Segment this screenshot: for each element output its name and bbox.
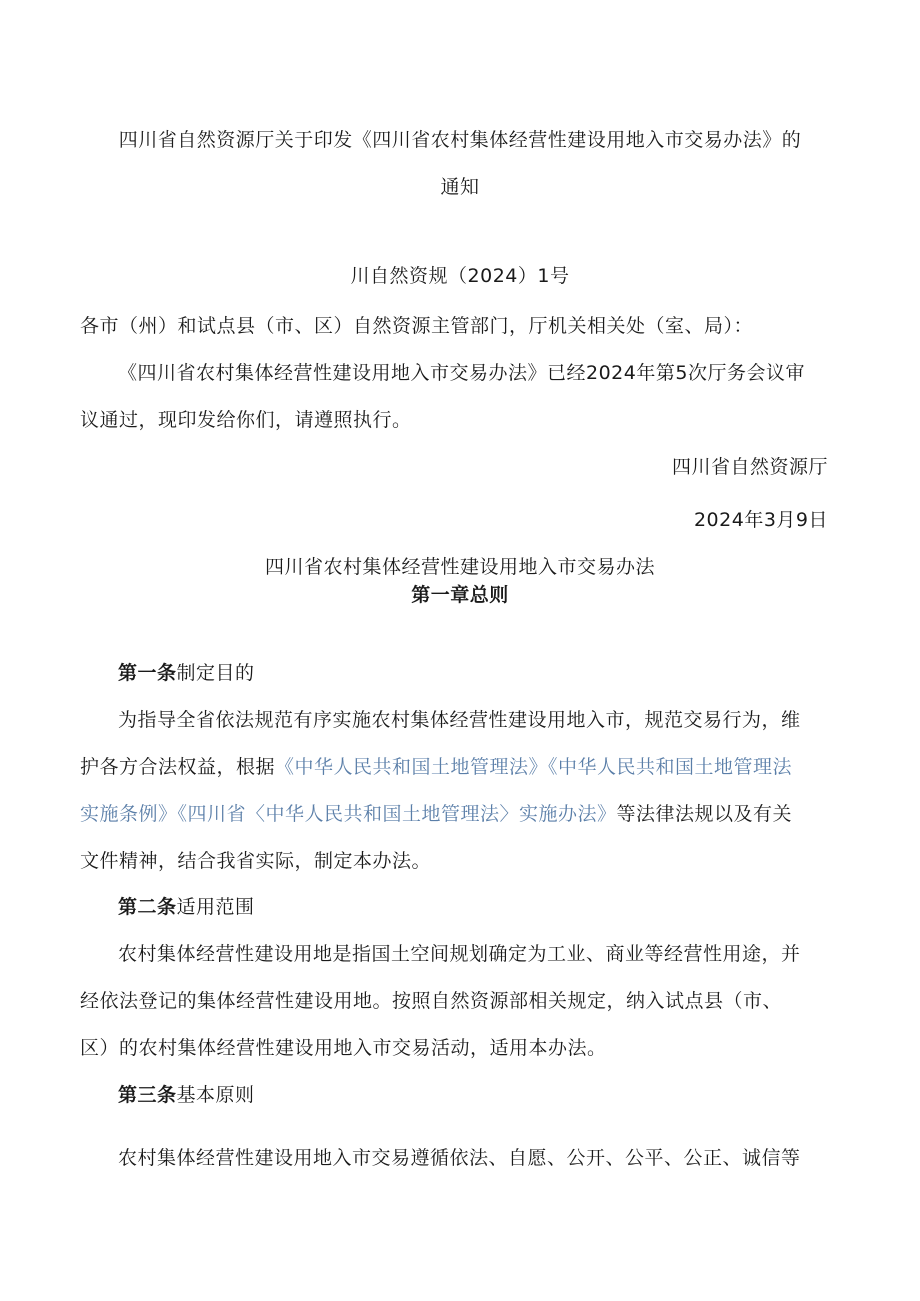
- article-1-para-line2: [80, 754, 792, 780]
- intro-line2: 议通过，现印发给你们，请遵照执行。: [80, 409, 412, 431]
- article-1-label: 第一条: [118, 662, 177, 684]
- chapter-title: 第一章总则: [411, 584, 509, 606]
- notice-title-line1: 四川省自然资源厅关于印发《四川省农村集体经营性建设用地入市交易办法》的: [118, 129, 802, 151]
- article-3-heading: [118, 1082, 255, 1108]
- signature-date: 2024年3月9日: [693, 509, 828, 531]
- article-1-heading: [118, 660, 255, 686]
- law-link-land-admin-regulation[interactable]: 《中华人民共和国土地管理法: [548, 756, 793, 778]
- article-1-para-line1: 为指导全省依法规范有序实施农村集体经营性建设用地入市，规范交易行为，维: [118, 709, 801, 731]
- measure-title: 四川省农村集体经营性建设用地入市交易办法: [264, 556, 655, 578]
- notice-title-line2: 通知: [440, 176, 480, 198]
- article-1-para-line3: [80, 801, 792, 827]
- article-3-para-line1: 农村集体经营性建设用地入市交易遵循依法、自愿、公开、公平、公正、诚信等: [118, 1147, 801, 1169]
- article-2-label: 第二条: [118, 896, 177, 918]
- article-2-para-line3: 区）的农村集体经营性建设用地入市交易活动，适用本办法。: [80, 1037, 607, 1059]
- signature-org: 四川省自然资源厅: [671, 456, 828, 478]
- article-2-para-line1: 农村集体经营性建设用地是指国土空间规划确定为工业、商业等经营性用途，并: [118, 943, 801, 965]
- intro-line1: 《四川省农村集体经营性建设用地入市交易办法》已经2024年第5次厅务会议审: [118, 362, 805, 384]
- article-2-para-line2: 经依法登记的集体经营性建设用地。按照自然资源部相关规定，纳入试点县（市、: [80, 990, 783, 1012]
- law-link-land-admin-regulation-end[interactable]: 实施条例》: [80, 803, 178, 825]
- article-1-title: 制定目的: [176, 662, 255, 684]
- article-1-text-suffix: 等法律法规以及有关: [616, 803, 793, 825]
- law-link-land-admin[interactable]: 《中华人民共和国土地管理法》: [275, 756, 549, 778]
- article-1-para-line4: 文件精神，结合我省实际，制定本办法。: [80, 850, 432, 872]
- law-link-sichuan-implementation[interactable]: 《四川省〈中华人民共和国土地管理法〉实施办法》: [177, 803, 617, 825]
- article-2-heading: [118, 894, 255, 920]
- article-3-label: 第三条: [118, 1084, 177, 1106]
- recipients: 各市（州）和试点县（市、区）自然资源主管部门，厅机关相关处（室、局）：: [80, 315, 754, 337]
- document-number: 川自然资规（2024）1号: [350, 265, 570, 287]
- article-2-title: 适用范围: [176, 896, 255, 918]
- article-1-text: 护各方合法权益，根据: [80, 756, 276, 778]
- article-3-title: 基本原则: [176, 1084, 255, 1106]
